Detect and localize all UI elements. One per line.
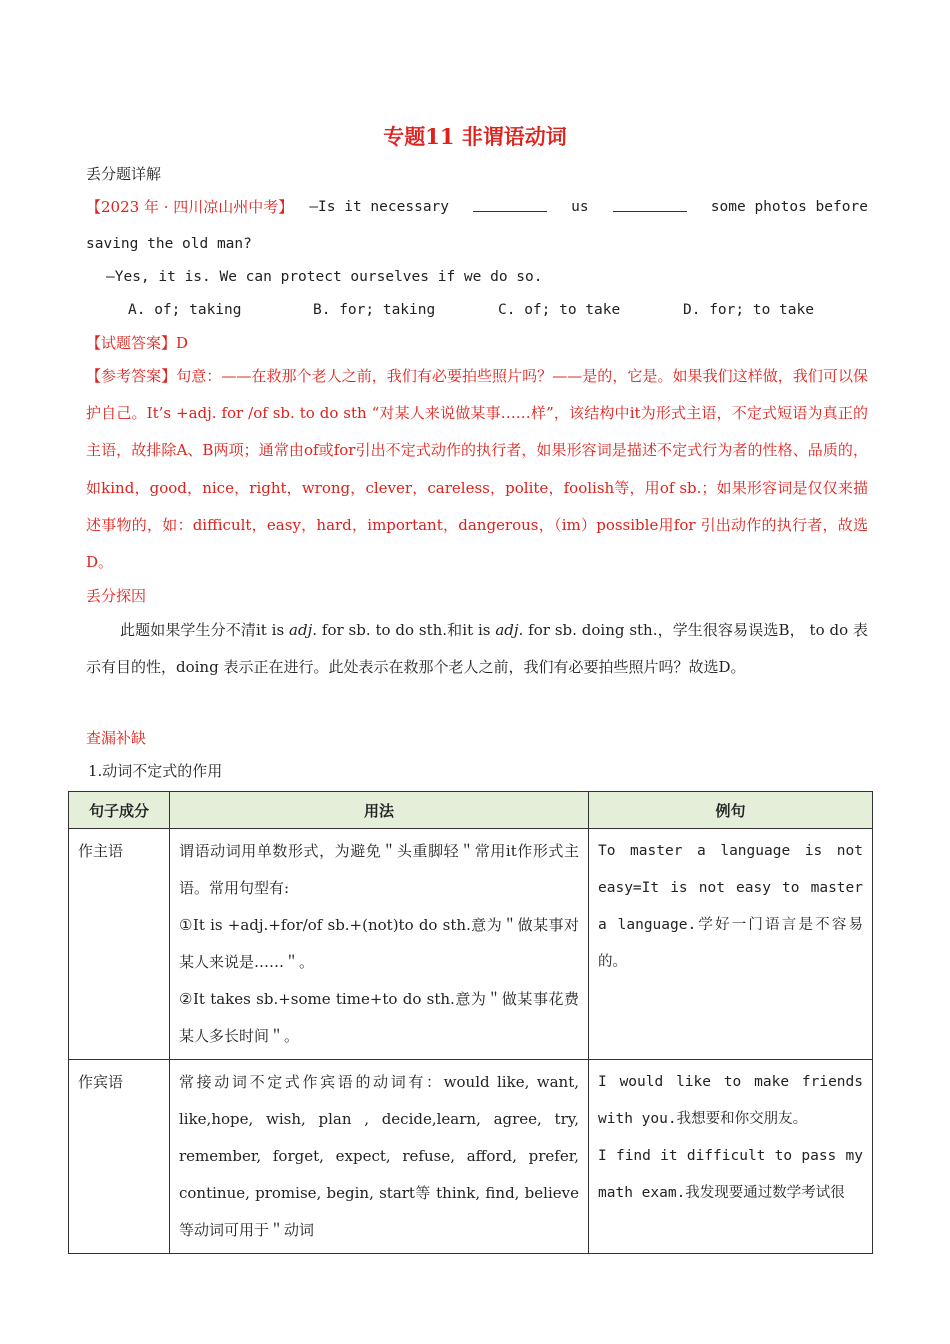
cell-role: 作宾语 — [69, 1060, 170, 1254]
usage-line-3: ②It takes sb.+some time+to do sth.意为＂做某事花费某人多长时间＂。 — [179, 990, 579, 1045]
explore-adj-1: adj. — [289, 621, 318, 639]
explore-text-b: for sb. to do sth.和it is — [317, 621, 496, 639]
header-usage: 用法 — [170, 792, 589, 829]
explore-adj-2: adj. — [495, 621, 524, 639]
cell-usage — [170, 1060, 589, 1254]
answer-label: 【试题答案】 — [86, 334, 177, 352]
question-text-b: us — [571, 199, 589, 215]
cell-role: 作主语 — [69, 829, 170, 1060]
table-row — [69, 1060, 873, 1254]
example-line-1: To master a language is not easy=It is not easy to master a language.学好一门语言是不容易的。 — [598, 843, 863, 970]
cell-usage — [170, 829, 589, 1060]
subheading: 1.动词不定式的作用 — [88, 762, 223, 780]
question-text-a: —Is it necessary — [309, 199, 450, 215]
table-row — [69, 829, 873, 1060]
cell-example — [589, 1060, 873, 1254]
table-header-row — [69, 792, 873, 829]
option-d: D. for; to take — [683, 302, 814, 318]
options — [128, 300, 868, 320]
reference-paragraph — [86, 358, 868, 581]
option-a: A. of; taking — [128, 302, 242, 318]
section-fill: 查漏补缺 — [86, 729, 147, 747]
example-line-2: I find it difficult to pass my math exam.我发现要通过数学考试很 — [598, 1148, 863, 1201]
usage-line-2: ①It is +adj.+for/of sb.+(not)to do sth.意为＂做某事对某人来说是……＂。 — [179, 916, 579, 971]
usage-line-1: 谓语动词用单数形式，为避免＂头重脚轻＂常用it作形式主语。常用句型有: — [179, 842, 579, 897]
explore-paragraph — [86, 612, 868, 686]
answer-value: D — [176, 334, 189, 352]
question-text-c: some photos before — [710, 199, 868, 215]
answer-line — [86, 333, 188, 353]
question-line-2: saving the old man? — [86, 236, 252, 252]
page-title: 专题11 非谓语动词 — [383, 124, 567, 149]
question-source-tag: 【2023 年 · 四川凉山州中考】 — [86, 198, 294, 216]
answer-blank-1 — [473, 197, 547, 212]
option-b: B. for; taking — [313, 302, 436, 318]
infinitive-usage-table — [68, 791, 873, 1254]
example-line-1: I would like to make friends with you.我想要和你交朋友。 — [598, 1074, 863, 1127]
question-line-3: —Yes, it is. We can protect ourselves if we do so. — [106, 269, 543, 285]
option-c: C. of; to take — [498, 302, 621, 318]
explore-text-a: 此题如果学生分不清it is — [120, 621, 290, 639]
section-explore: 丢分探因 — [86, 587, 147, 605]
header-role: 句子成分 — [69, 792, 170, 829]
cell-example — [589, 829, 873, 1060]
section-lose-points: 丢分题详解 — [86, 165, 162, 183]
reference-text: 句意：——在救那个老人之前，我们有必要拍些照片吗？——是的，它是。如果我们这样做，我们可以保护自己。It’s +adj. for /of sb. to do sth “对某人来说做某事……样”，该结构中it为形式主语，不定式短语为真正的主语，故排除A、B两项；通常由of或for引出不定式动作的执行者，如果形容词是描述不定式行为者的性格、品质的，如kind，good，nice，right，wrong，clever，careless，polite，foolish等，用of sb.；如果形容词是仅仅来描述事物的，如：difficult，easy，hard，important，dangerous，（im）possible用for 引出动作的执行者，故选D。 — [86, 367, 868, 572]
answer-blank-2 — [613, 197, 687, 212]
explore-text-c: for sb. doing sth.，学生很容易误选B， to do 表示有目的性，doing 表示正在进行。此处表示在救那个老人之前，我们有必要拍些照片吗？故选D。 — [86, 621, 868, 677]
question-line-1 — [86, 197, 868, 217]
header-example: 例句 — [589, 792, 873, 829]
usage-line-1: 常接动词不定式作宾语的动词有：would like, want, like,hope, wish, plan , decide,learn, agree, try, remember, forget, expect, refuse, afford, prefer, continue, promise, begin, start等 think, find, believe 等动词可用于＂动词 — [179, 1073, 579, 1239]
reference-label: 【参考答案】 — [86, 367, 177, 385]
